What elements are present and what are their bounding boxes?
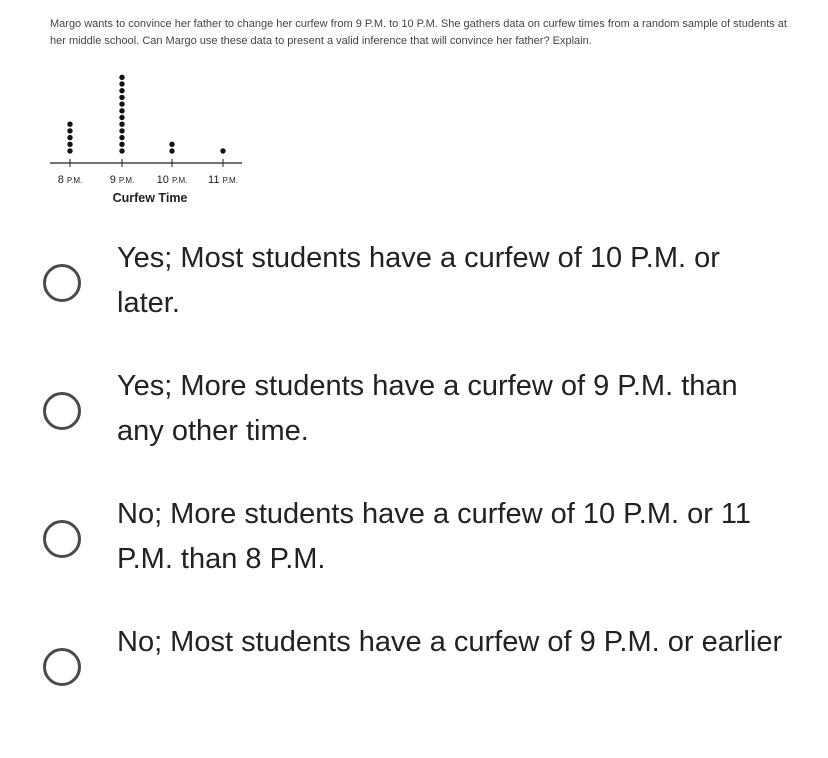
data-dot [119,128,124,133]
data-dot [67,122,72,127]
radio-button-b[interactable] [43,392,81,430]
data-dot [119,81,124,86]
data-dot [67,128,72,133]
data-dot [220,148,225,153]
question-text: Margo wants to convince her father to change her curfew from 9 P.M. to 10 P.M. She gathers data on curfew times from a random sample of students at her middle school. Can Margo use these data to present a valid inference that will convince her father? Explain. [50,18,787,47]
radio-button-c[interactable] [43,520,81,558]
radio-button-d[interactable] [43,648,81,686]
choice-label-a: Yes; Most students have a curfew of 10 P.M. or later. [117,242,720,319]
data-dot [119,122,124,127]
data-dot [67,142,72,147]
data-dot [119,95,124,100]
answer-choice-a[interactable] [0,236,828,346]
choice-label-d: No; Most students have a curfew of 9 P.M. or earlier [117,626,783,658]
data-dot [119,88,124,93]
axis-label: Curfew Time [112,191,188,205]
data-dot [67,135,72,140]
choice-label-b: Yes; More students have a curfew of 9 P.M. than any other time. [117,370,738,447]
dot-plot-chart [46,64,256,214]
data-dot [119,115,124,120]
answer-choice-c[interactable] [0,492,828,602]
data-dot [169,142,174,147]
data-dot [169,148,174,153]
dot-plot-dots [67,75,225,154]
tick-label: 9 P.M. [109,174,135,186]
data-dot [67,148,72,153]
data-dot [119,142,124,147]
tick-label: 10 P.M. [156,174,188,186]
data-dot [119,135,124,140]
data-dot [119,108,124,113]
data-dot [119,148,124,153]
tick-label: 8 P.M. [57,174,83,186]
data-dot [119,101,124,106]
answer-choice-d[interactable] [0,620,828,730]
answer-choice-b[interactable] [0,364,828,474]
data-dot [119,75,124,80]
tick-label: 11 P.M. [208,174,238,186]
radio-button-a[interactable] [43,264,81,302]
choice-label-c: No; More students have a curfew of 10 P.M. or 11 P.M. than 8 P.M. [117,498,752,575]
